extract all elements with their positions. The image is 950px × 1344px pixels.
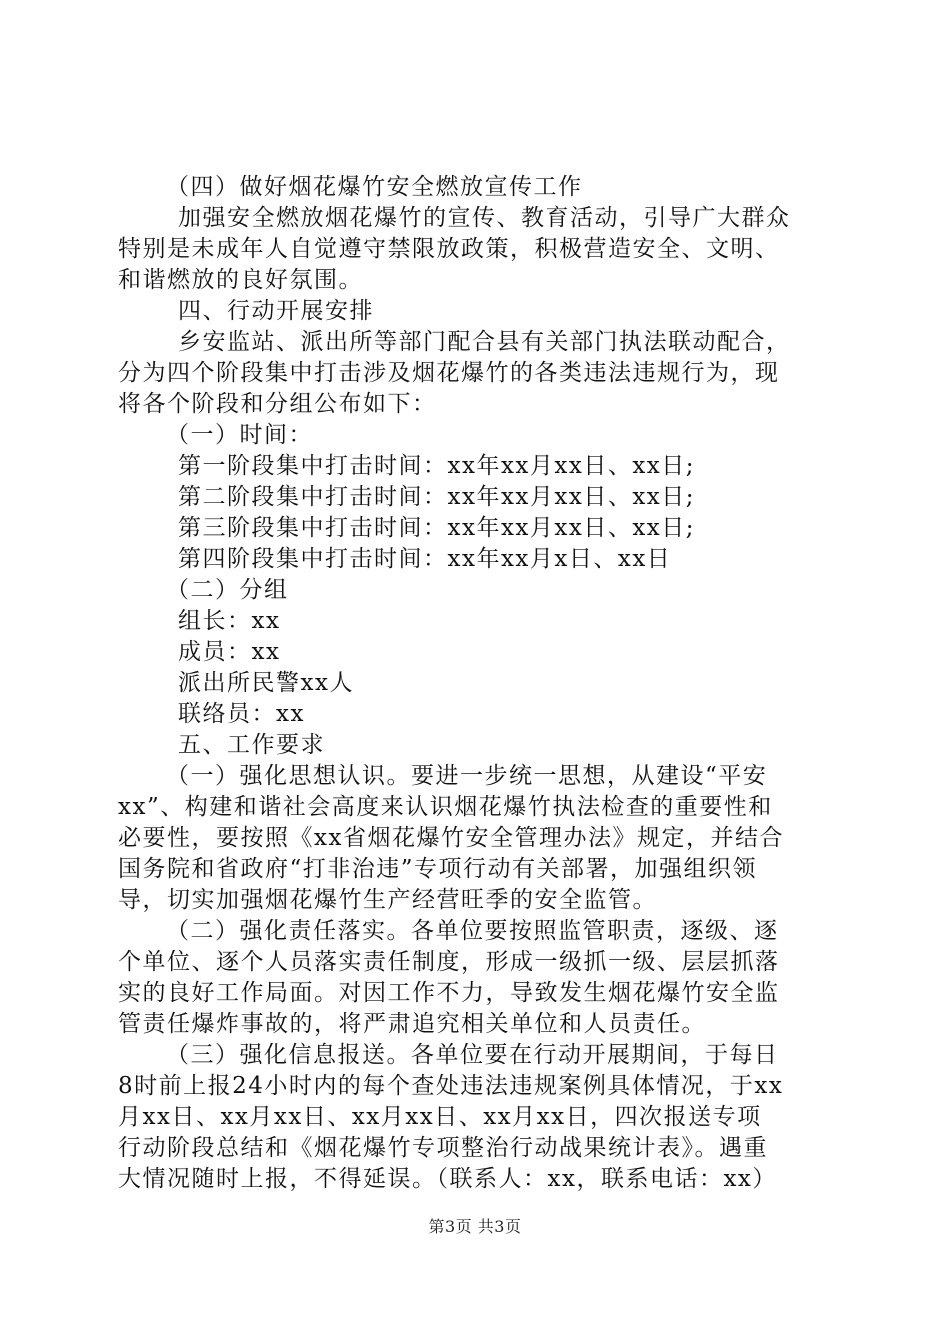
document-body — [118, 172, 836, 1195]
text-line: 大情况随时上报，不得延误。（联系人：xx，联系电话：xx） — [118, 1166, 777, 1192]
text-line: 行动阶段总结和《烟花爆竹专项整治行动战果统计表》。遇重 — [118, 1135, 768, 1161]
text-line: 乡安监站、派出所等部门配合县有关部门执法联动配合， — [178, 329, 791, 355]
text-line: 个单位、逐个人员落实责任制度，形成一级抓一级、层层抓落 — [118, 949, 780, 975]
text-line: 实的良好工作局面。对因工作不力，导致发生烟花爆竹安全监 — [118, 980, 780, 1006]
text-line: 第二阶段集中打击时间：xx年xx月xx日、xx日; — [178, 484, 696, 510]
text-line: 派出所民警xx人 — [178, 670, 354, 696]
text-line: 第三阶段集中打击时间：xx年xx月xx日、xx日; — [178, 515, 696, 541]
text-line: 成员：xx — [178, 639, 281, 665]
text-line: 必要性，要按照《xx省烟花爆竹安全管理办法》规定，并结合 — [118, 825, 784, 851]
text-line: 8时前上报24小时内的每个查处违法违规案例具体情况，于xx — [118, 1073, 784, 1099]
text-line: 第四阶段集中打击时间：xx年xx月x日、xx日 — [178, 546, 672, 572]
text-line: 月xx日、xx月xx日、xx月xx日、xx月xx日，四次报送专项 — [118, 1104, 762, 1130]
text-line: 特别是未成年人自觉遵守禁限放政策，积极营造安全、文明、 — [118, 236, 780, 262]
text-line: 国务院和省政府“打非治违”专项行动有关部署，加强组织领 — [118, 856, 758, 882]
text-line: （四）做好烟花爆竹安全燃放宣传工作 — [166, 174, 583, 200]
text-line: （二）分组 — [166, 577, 289, 603]
text-line: xx”、构建和谐社会高度来认识烟花爆竹执法检查的重要性和 — [118, 794, 773, 820]
text-line: （三）强化信息报送。各单位要在行动开展期间，于每日 — [166, 1042, 779, 1068]
text-line: （一）时间： — [166, 422, 313, 448]
text-line: （一）强化思想认识。要进一步统一思想，从建设“平安 — [166, 763, 768, 789]
text-line: 导，切实加强烟花爆竹生产经营旺季的安全监管。 — [118, 887, 657, 913]
text-line: 分为四个阶段集中打击涉及烟花爆竹的各类违法违规行为，现 — [118, 360, 780, 386]
page-footer: 第3页 共3页 — [428, 1217, 522, 1236]
text-line: 加强安全燃放烟花爆竹的宣传、教育活动，引导广大群众 — [178, 205, 791, 231]
text-line: 和谐燃放的良好氛围。 — [118, 267, 363, 293]
text-line: 联络员：xx — [178, 701, 305, 727]
text-line: 五、工作要求 — [178, 732, 325, 758]
text-line: 将各个阶段和分组公布如下： — [118, 391, 437, 417]
text-line: （二）强化责任落实。各单位要按照监管职责，逐级、逐 — [166, 918, 779, 944]
text-line: 管责任爆炸事故的，将严肃追究相关单位和人员责任。 — [118, 1011, 706, 1037]
text-line: 组长：xx — [178, 608, 281, 634]
text-line: 四、行动开展安排 — [178, 298, 374, 324]
text-line: 第一阶段集中打击时间：xx年xx月xx日、xx日; — [178, 453, 696, 479]
